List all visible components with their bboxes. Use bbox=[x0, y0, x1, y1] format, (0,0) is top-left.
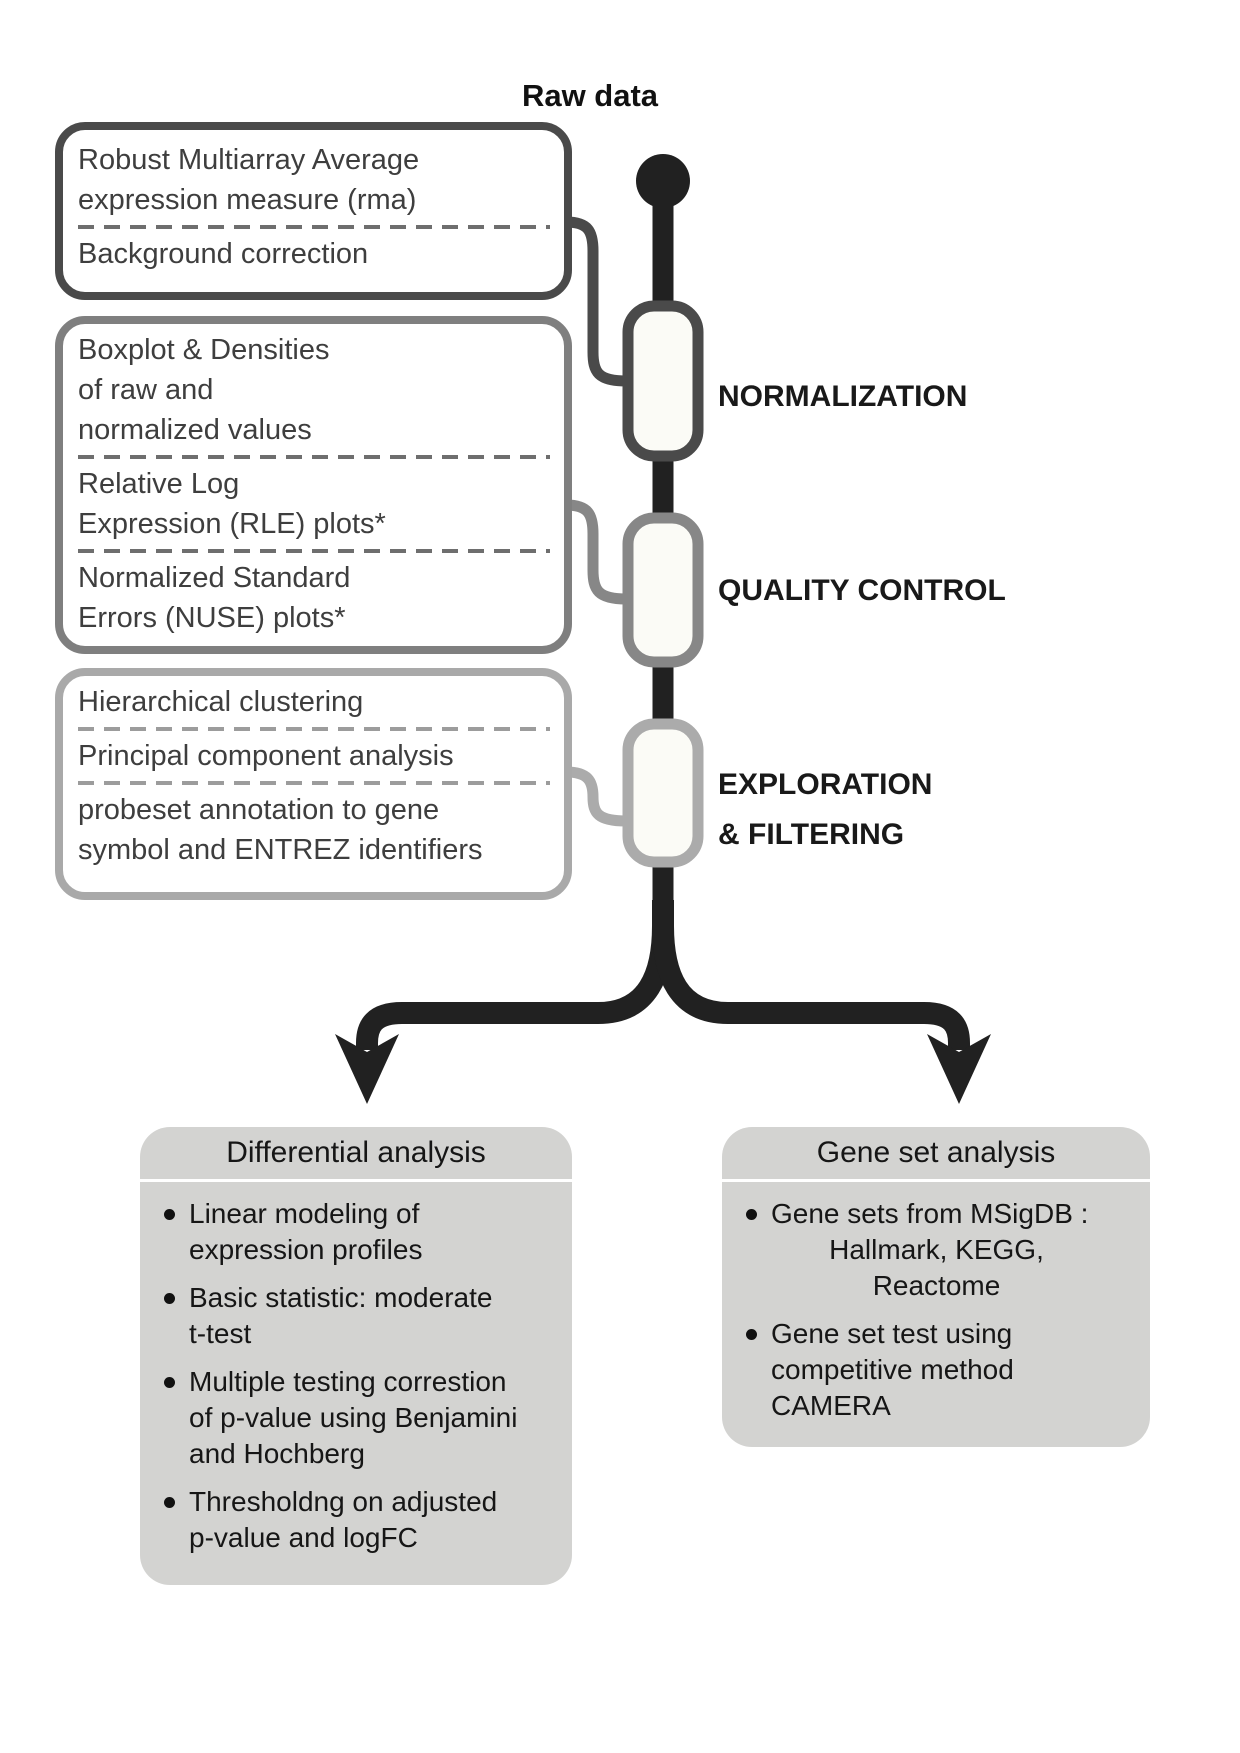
bullet-icon bbox=[164, 1293, 175, 1304]
box-row-line: probeset annotation to gene bbox=[78, 794, 440, 826]
card-title: Differential analysis bbox=[226, 1136, 486, 1169]
box-row bbox=[78, 464, 556, 544]
box-row-line: normalized values bbox=[78, 414, 312, 446]
stage-label-normalization bbox=[718, 372, 967, 422]
bullet-icon bbox=[164, 1497, 175, 1508]
box-row-line: Normalized Standard bbox=[78, 562, 351, 594]
box-row bbox=[78, 736, 556, 776]
box-row-line: of raw and bbox=[78, 374, 214, 406]
bullet-icon bbox=[164, 1377, 175, 1388]
connector-exploration bbox=[566, 772, 626, 821]
list-item bbox=[164, 1484, 564, 1556]
bullet-line: Hallmark, KEGG, bbox=[829, 1234, 1044, 1265]
quality-control-box bbox=[55, 316, 572, 654]
dashed-divider bbox=[78, 781, 550, 785]
fork-right-branch bbox=[663, 900, 959, 1050]
bullet-line: expression profiles bbox=[189, 1234, 423, 1265]
list-item bbox=[746, 1316, 1142, 1424]
box-row-line: Background correction bbox=[78, 238, 369, 270]
box-row-line: Errors (NUSE) plots* bbox=[78, 602, 346, 634]
stage-label-quality-control bbox=[718, 566, 1006, 616]
box-row-line: Boxplot & Densities bbox=[78, 334, 330, 366]
box-row bbox=[78, 140, 556, 220]
bullet-icon bbox=[746, 1209, 757, 1220]
bullet-line: Linear modeling of bbox=[189, 1198, 420, 1229]
stage-label-line: NORMALIZATION bbox=[718, 380, 968, 413]
box-row-line: expression measure (rma) bbox=[78, 184, 417, 216]
box-row bbox=[78, 790, 556, 870]
bullet-line: Basic statistic: moderate bbox=[189, 1282, 493, 1313]
bullet-line: Thresholdng on adjusted bbox=[189, 1486, 498, 1517]
node-quality-control bbox=[628, 518, 698, 662]
box-row bbox=[78, 558, 556, 638]
exploration-filtering-box bbox=[55, 668, 572, 900]
bullet-line: Reactome bbox=[872, 1270, 1001, 1301]
bullet-line: CAMERA bbox=[771, 1390, 891, 1421]
box-row-line: symbol and ENTREZ identifiers bbox=[78, 834, 483, 866]
differential-analysis-card bbox=[140, 1127, 572, 1585]
list-item bbox=[164, 1196, 564, 1268]
box-row bbox=[78, 682, 556, 722]
stage-label-line: & FILTERING bbox=[718, 818, 905, 851]
connector-quality bbox=[566, 505, 626, 599]
raw-data-label: Raw data bbox=[521, 78, 659, 113]
bullet-line: p-value and logFC bbox=[189, 1522, 418, 1553]
bullet-line: Multiple testing correstion bbox=[189, 1366, 507, 1397]
box-row-line: Relative Log bbox=[78, 468, 240, 500]
dashed-divider bbox=[78, 225, 550, 229]
stage-label-line: QUALITY CONTROL bbox=[718, 574, 1006, 607]
card-body bbox=[722, 1182, 1150, 1424]
card-body bbox=[140, 1182, 572, 1556]
bullet-line: Gene set test using bbox=[771, 1318, 1013, 1349]
list-item bbox=[746, 1196, 1142, 1304]
bullet-line: competitive method bbox=[771, 1354, 1014, 1385]
stage-label-exploration-filtering bbox=[718, 760, 932, 860]
bullet-line: Gene sets from MSigDB : bbox=[771, 1198, 1089, 1229]
normalization-box bbox=[55, 122, 572, 300]
card-title: Gene set analysis bbox=[816, 1136, 1056, 1169]
list-item bbox=[164, 1364, 564, 1472]
gene-set-analysis-card bbox=[722, 1127, 1150, 1447]
node-normalization bbox=[628, 306, 698, 456]
list-item bbox=[164, 1280, 564, 1352]
bullet-line: t-test bbox=[189, 1318, 252, 1349]
fork-left-branch bbox=[367, 900, 663, 1050]
dashed-divider bbox=[78, 549, 550, 553]
box-row bbox=[78, 234, 556, 274]
dashed-divider bbox=[78, 455, 550, 459]
connector-normalization bbox=[566, 222, 626, 381]
box-row-line: Principal component analysis bbox=[78, 740, 454, 772]
box-row bbox=[78, 330, 556, 450]
bullet-icon bbox=[164, 1209, 175, 1220]
node-exploration-filtering bbox=[628, 724, 698, 862]
box-row-line: Hierarchical clustering bbox=[78, 686, 364, 718]
bullet-line: of p-value using Benjamini bbox=[189, 1402, 518, 1433]
bullet-line: and Hochberg bbox=[189, 1438, 365, 1469]
box-row-line: Expression (RLE) plots* bbox=[78, 508, 386, 540]
dashed-divider bbox=[78, 727, 550, 731]
bullet-icon bbox=[746, 1329, 757, 1340]
stage-label-line: EXPLORATION bbox=[718, 768, 933, 801]
box-row-line: Robust Multiarray Average bbox=[78, 144, 420, 176]
